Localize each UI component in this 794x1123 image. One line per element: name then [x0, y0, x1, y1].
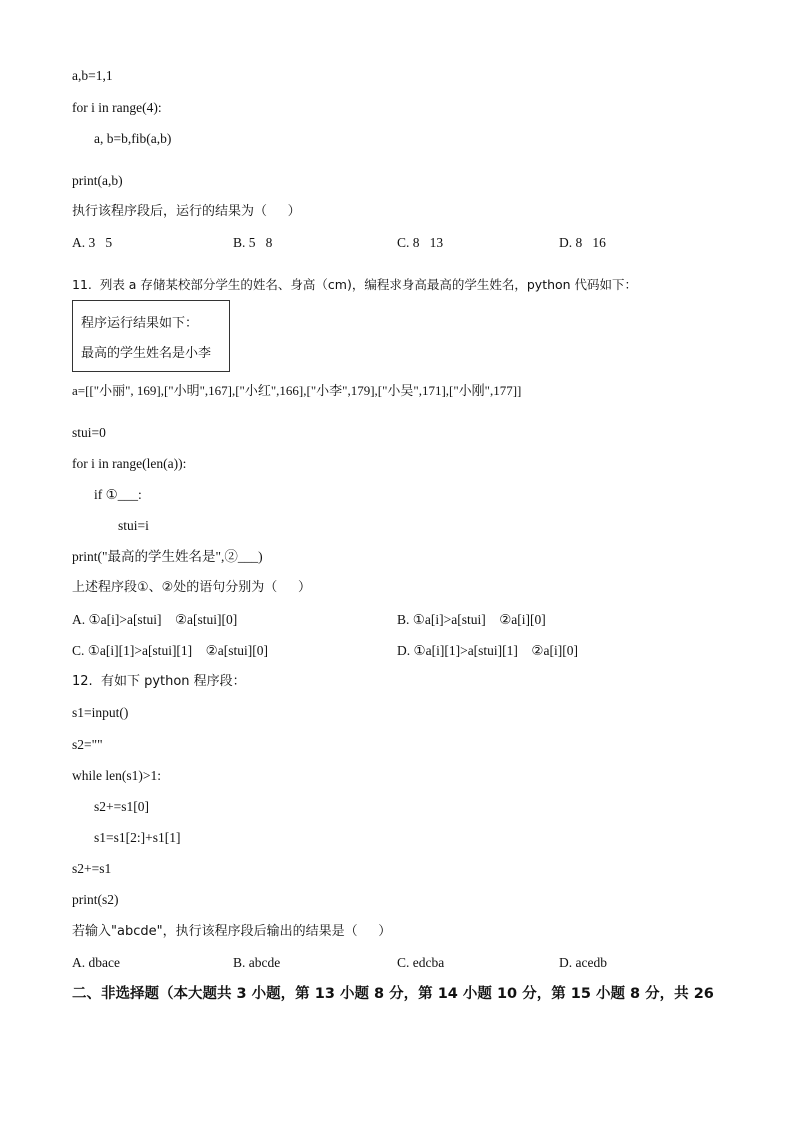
question-stem: 12. 有如下 python 程序段： [72, 674, 246, 689]
code-line: if ①___: [94, 487, 142, 502]
option-a: A. 3 5 [72, 235, 113, 250]
output-box [72, 300, 230, 372]
option-b: B. ①a[i]>a[stui] ②a[i][0] [397, 612, 546, 627]
output-box-line: 程序运行结果如下： [81, 316, 199, 331]
question-prompt: 执行该程序段后，运行的结果为（ ） [72, 204, 301, 219]
code-line: while len(s1)>1: [72, 768, 161, 783]
option-b: B. 5 8 [233, 235, 273, 250]
option-a: A. ①a[i]>a[stui] ②a[stui][0] [72, 612, 238, 627]
code-line: stui=0 [72, 425, 106, 440]
code-line: stui=i [118, 518, 149, 533]
option-c: C. 8 13 [397, 235, 444, 250]
code-line: print(s2) [72, 892, 119, 907]
code-line: a, b=b,fib(a,b) [94, 131, 172, 146]
output-box-line: 最高的学生姓名是小李 [81, 346, 212, 361]
question-stem: 11. 列表 a 存储某校部分学生的姓名、身高（cm)，编程求身高最高的学生姓名，python 代码如下： [72, 277, 638, 292]
code-line: for i in range(4): [72, 100, 162, 115]
option-d: D. 8 16 [559, 235, 606, 250]
question-prompt: 若输入"abcde"，执行该程序段后输出的结果是（ ） [72, 924, 392, 939]
option-d: D. ①a[i][1]>a[stui][1] ②a[i][0] [397, 643, 578, 658]
code-line: s1=s1[2:]+s1[1] [94, 830, 181, 845]
option-d: D. acedb [559, 955, 607, 970]
code-line: print(a,b) [72, 173, 123, 188]
code-line: a=[["小丽", 169],["小明",167],["小红",166],["小李",179],["小吴",171],["小刚",177]] [72, 383, 522, 398]
code-line: a,b=1,1 [72, 68, 113, 83]
question-prompt: 上述程序段①、②处的语句分别为（ ） [72, 580, 311, 595]
code-line: s2+=s1 [72, 861, 112, 876]
option-c: C. edcba [397, 955, 445, 970]
code-line: s2="" [72, 737, 103, 752]
option-a: A. dbace [72, 955, 120, 970]
code-line: s2+=s1[0] [94, 799, 149, 814]
code-line: s1=input() [72, 705, 129, 720]
code-line: print("最高的学生姓名是",②___) [72, 549, 263, 564]
option-c: C. ①a[i][1]>a[stui][1] ②a[stui][0] [72, 643, 269, 658]
section-title: 二、非选择题（本大题共 3 小题，第 13 小题 8 分，第 14 小题 10 分，第 15 小题 8 分，共 26 [72, 986, 714, 1002]
option-b: B. abcde [233, 955, 281, 970]
code-line: for i in range(len(a)): [72, 456, 187, 471]
